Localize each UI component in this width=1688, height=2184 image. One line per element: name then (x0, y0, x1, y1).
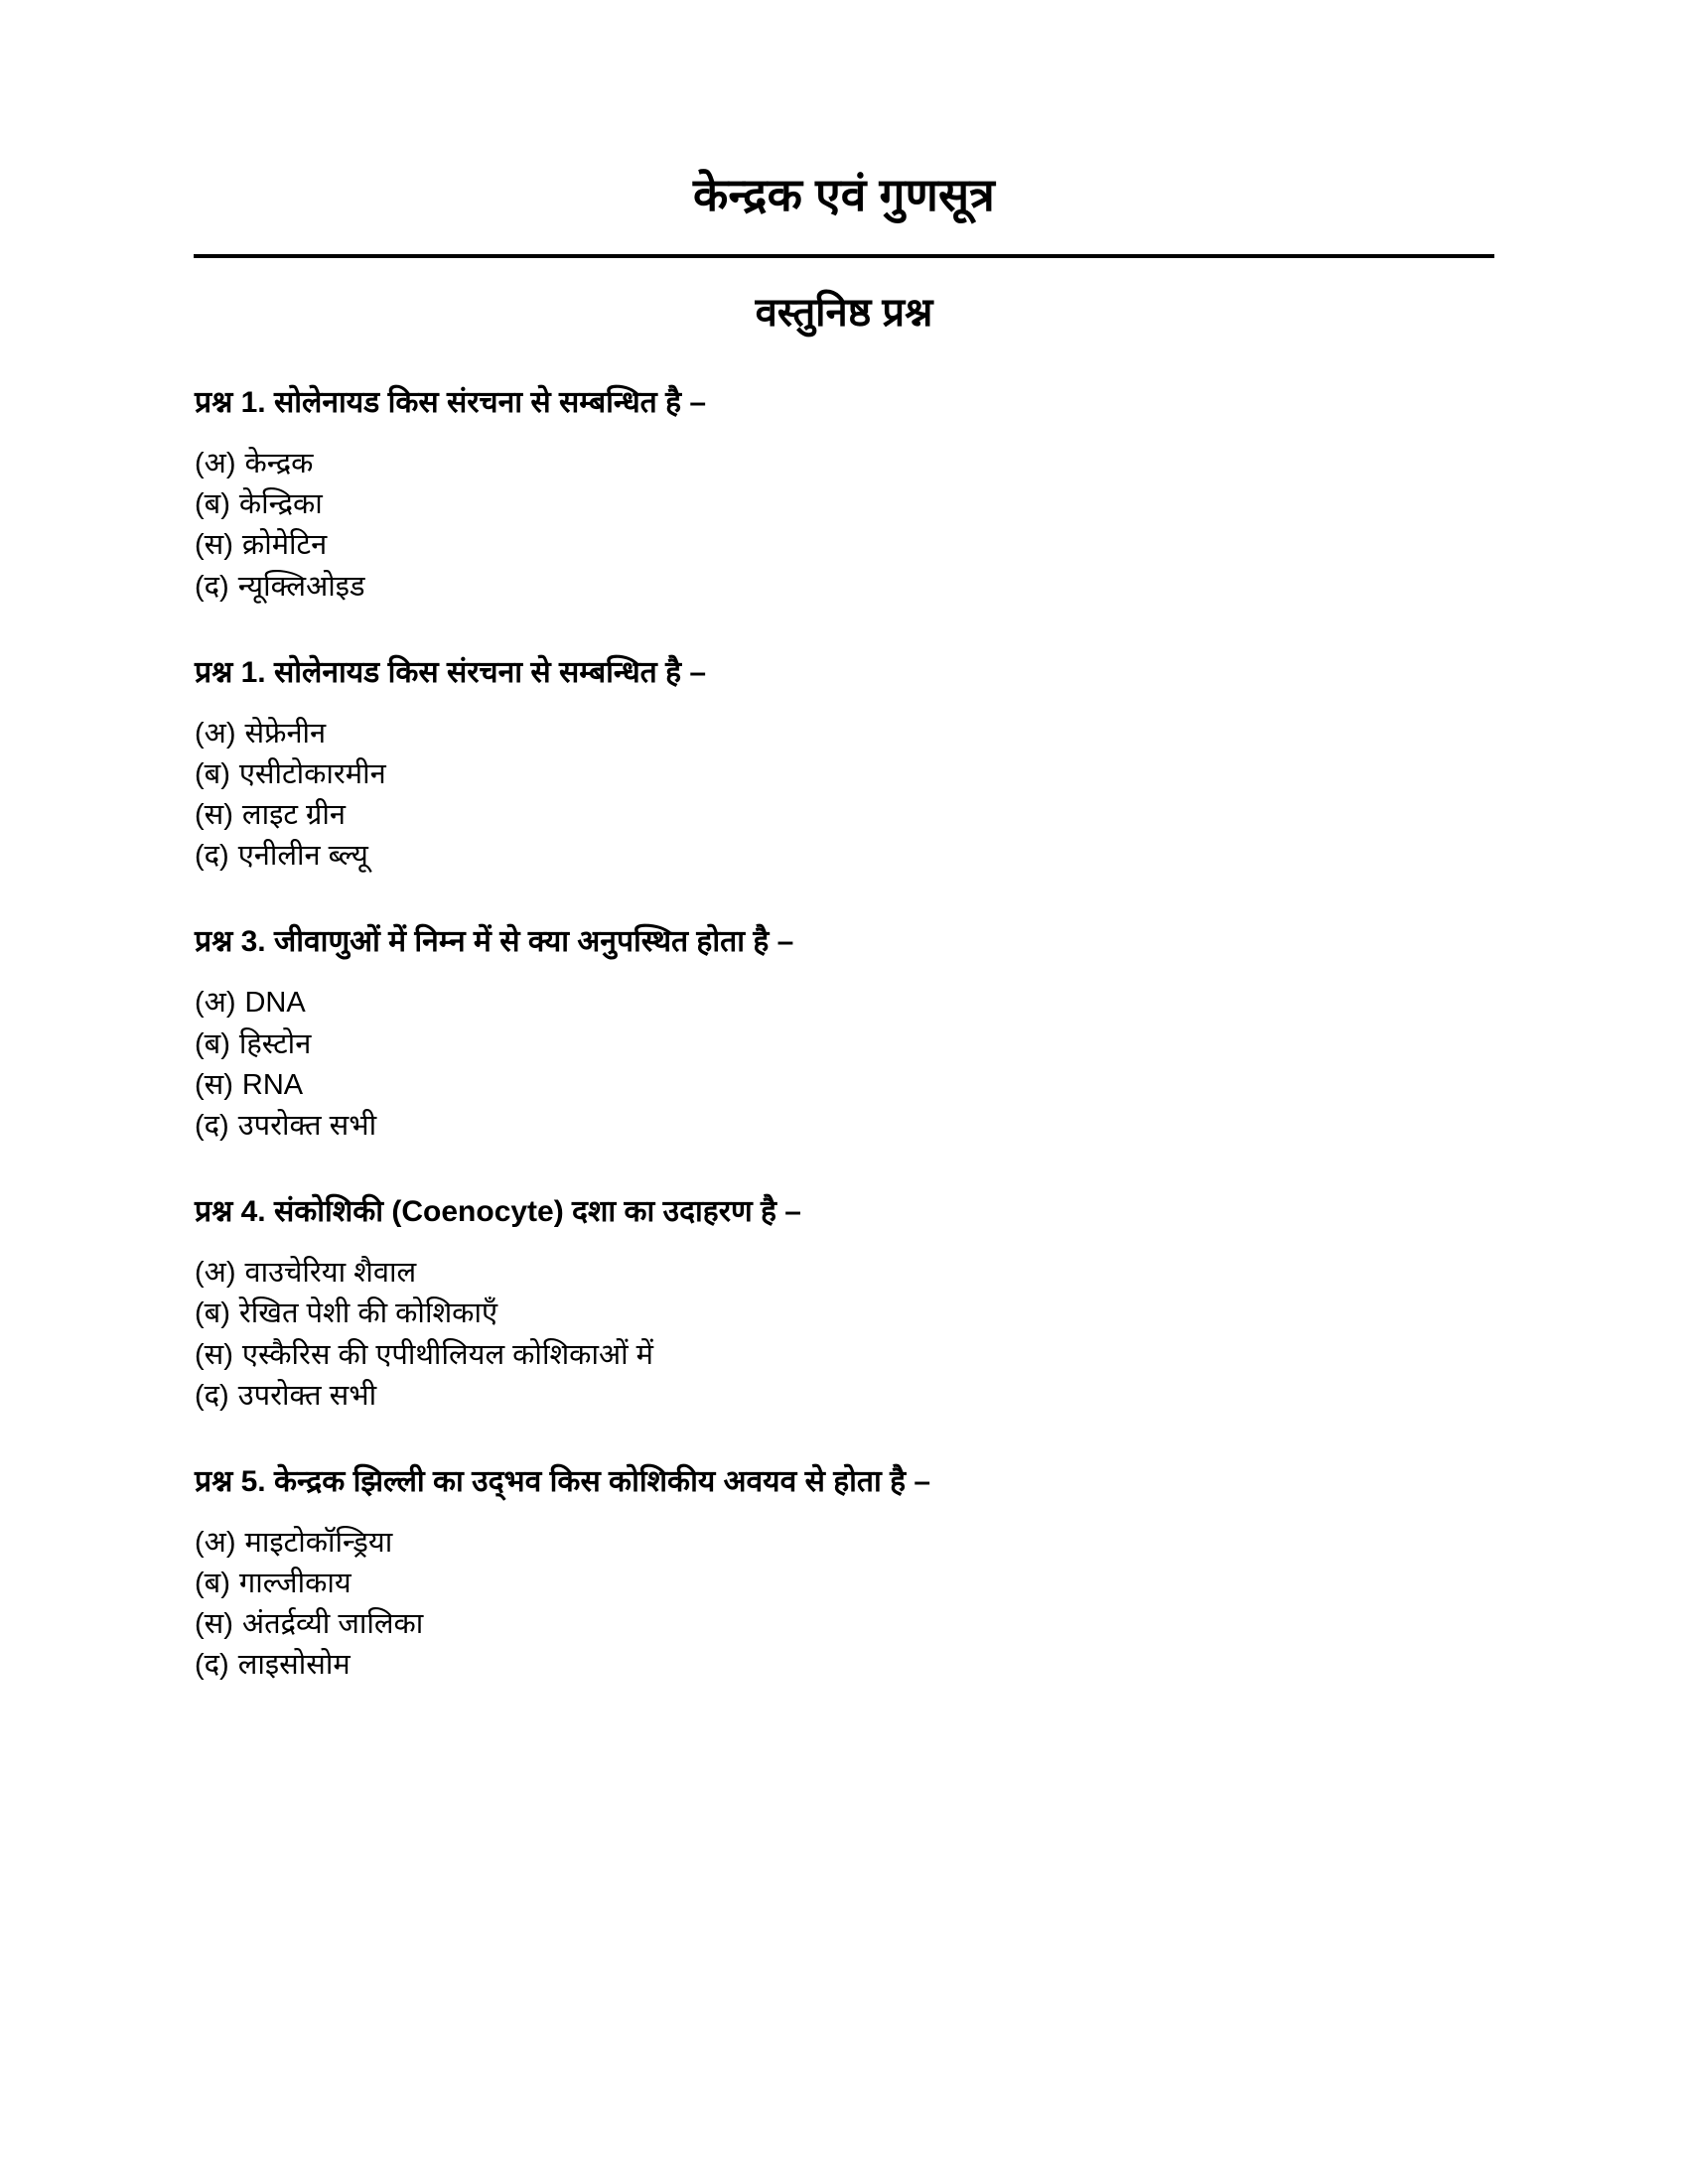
option-text: DNA (244, 987, 306, 1020)
option-label: (अ) (195, 1526, 236, 1559)
option-text: गाल्जीकाय (238, 1568, 352, 1600)
option-text: माइटोकॉन्ड्रिया (244, 1526, 393, 1559)
option-item[interactable] (195, 754, 1493, 795)
option-label: (द) (195, 570, 229, 603)
option-text: वाउचेरिया शैवाल (244, 1257, 417, 1290)
option-list (195, 692, 1493, 878)
option-text: अंतर्द्रव्यी जालिका (241, 1608, 424, 1641)
option-item[interactable] (195, 1024, 1493, 1065)
question-text: प्रश्न 5. केन्द्रक झिल्ली का उद्‌भव किस कोशिकीय अवयव से होता है – (195, 1464, 931, 1498)
option-label: (अ) (195, 987, 236, 1020)
option-item[interactable] (195, 983, 1493, 1024)
option-text: केन्द्रक (244, 448, 314, 480)
option-text: उपरोक्त सभी (237, 1110, 377, 1142)
option-text: लाइसोसोम (237, 1649, 351, 1682)
option-list (195, 1501, 1493, 1687)
option-item[interactable] (195, 714, 1493, 754)
option-label: (द) (195, 840, 229, 873)
option-label: (द) (195, 1379, 229, 1412)
option-text: हिस्टोन (238, 1027, 312, 1060)
option-label: (अ) (195, 448, 236, 480)
option-text: एस्कैरिस की एपीथीलियल कोशिकाओं में (241, 1338, 653, 1371)
question-text: प्रश्न 3. जीवाणुओं में निम्न में से क्या अनुपस्थित होता है – (195, 925, 794, 959)
option-item[interactable] (195, 836, 1493, 877)
option-label: (ब) (195, 488, 230, 521)
option-item[interactable] (195, 1253, 1493, 1294)
option-text: एसीटोकारमीन (238, 757, 386, 790)
option-item[interactable] (195, 1645, 1493, 1686)
option-label: (अ) (195, 717, 236, 750)
option-label: (द) (195, 1649, 229, 1682)
option-label: (स) (195, 799, 233, 832)
option-item[interactable] (195, 567, 1493, 608)
option-text: लाइट ग्रीन (241, 799, 346, 832)
option-text: उपरोक्त सभी (237, 1379, 377, 1412)
page-title: केन्द्रक एवं गुणसूत्र (693, 169, 995, 220)
option-text: सेफ्रेनीन (244, 717, 327, 750)
option-item[interactable] (195, 1523, 1493, 1564)
option-item[interactable] (195, 525, 1493, 566)
option-text: केन्द्रिका (238, 488, 323, 521)
question-text: प्रश्न 1. सोलेनायड किस संरचना से सम्बन्धित है – (195, 386, 707, 420)
option-text: रेखित पेशी की कोशिकाएँ (238, 1297, 497, 1330)
question-text: प्रश्न 4. संकोशिकी (Coenocyte) दशा का उदाहरण है – (195, 1195, 801, 1229)
option-label: (अ) (195, 1257, 236, 1290)
option-label: (द) (195, 1110, 229, 1142)
question-block (195, 1417, 1493, 1687)
question-block (195, 1147, 1493, 1417)
question-text: प्रश्न 1. सोलेनायड किस संरचना से सम्बन्धित है – (195, 655, 707, 689)
option-item[interactable] (195, 1335, 1493, 1376)
option-text: एनीलीन ब्ल्यू (237, 840, 368, 873)
option-item[interactable] (195, 795, 1493, 836)
option-item[interactable] (195, 1065, 1493, 1106)
option-item[interactable] (195, 484, 1493, 525)
option-item[interactable] (195, 444, 1493, 484)
option-list (195, 1231, 1493, 1417)
option-label: (ब) (195, 757, 230, 790)
option-label: (स) (195, 1608, 233, 1641)
option-label: (ब) (195, 1568, 230, 1600)
option-item[interactable] (195, 1564, 1493, 1604)
question-block (195, 608, 1493, 878)
question-block (195, 338, 1493, 608)
option-label: (स) (195, 1338, 233, 1371)
option-label: (स) (195, 1068, 233, 1101)
option-label: (स) (195, 529, 233, 562)
questions-container (0, 338, 1688, 1686)
option-text: RNA (241, 1068, 304, 1101)
option-text: न्यूक्लिओइड (237, 570, 365, 603)
option-label: (ब) (195, 1027, 230, 1060)
option-item[interactable] (195, 1604, 1493, 1645)
option-item[interactable] (195, 1376, 1493, 1417)
section-heading: वस्तुनिष्ठ प्रश्न (755, 291, 933, 336)
question-block (195, 877, 1493, 1147)
option-item[interactable] (195, 1106, 1493, 1147)
option-label: (ब) (195, 1297, 230, 1330)
option-list (195, 961, 1493, 1147)
option-item[interactable] (195, 1294, 1493, 1334)
option-text: क्रोमेटिन (241, 529, 328, 562)
option-list (195, 422, 1493, 608)
